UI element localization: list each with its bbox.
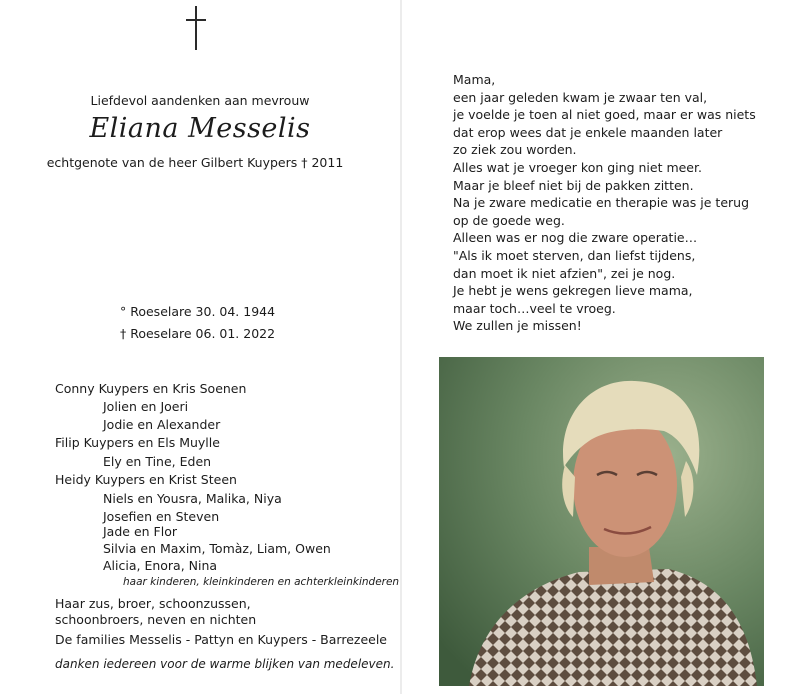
intro-text: Liefdevol aandenken aan mevrouw <box>90 93 310 108</box>
poem-line: Alleen was er nog die zware operatie… <box>453 230 698 246</box>
spouse-text: echtgenote van de heer Gilbert Kuypers † 2011 <box>46 155 344 170</box>
children-note: haar kinderen, kleinkinderen en achterkleinkinderen <box>123 576 400 588</box>
portrait-illustration <box>439 357 764 686</box>
birth-date: ° Roeselare 30. 04. 1944 <box>120 304 276 319</box>
poem-line: "Als ik moet sterven, dan liefst tijdens, <box>453 247 696 263</box>
family-line: Ely en Tine, Eden <box>103 454 212 469</box>
poem-line: je voelde je toen al niet goed, maar er was niets <box>453 107 756 123</box>
family-line: Josefien en Steven <box>103 509 220 524</box>
family-line: Filip Kuypers en Els Muylle <box>55 435 220 450</box>
poem-line: een jaar geleden kwam je zwaar ten val, <box>453 89 708 105</box>
poem-line: maar toch…veel te vroeg. <box>453 300 616 316</box>
poem-line: Je hebt je wens gekregen lieve mama, <box>453 283 693 299</box>
relatives-line: Haar zus, broer, schoonzussen, <box>55 596 251 611</box>
thanks-line: danken iedereen voor de warme blijken van medeleven. <box>55 657 395 671</box>
poem-line: dan moet ik niet afzien", zei je nog. <box>453 265 676 281</box>
relatives-line: schoonbroers, neven en nichten <box>55 612 257 627</box>
families-line: De families Messelis - Pattyn en Kuypers - Barrezeele <box>55 632 387 647</box>
cross-icon <box>195 6 197 50</box>
poem-line: op de goede weg. <box>453 212 565 228</box>
family-line: Heidy Kuypers en Krist Steen <box>55 472 237 487</box>
poem-line: Mama, <box>453 72 496 87</box>
poem-line: zo ziek zou worden. <box>453 142 577 158</box>
family-line: Jolien en Joeri <box>103 399 189 414</box>
portrait-photo <box>439 357 764 686</box>
poem-line: Maar je bleef niet bij de pakken zitten. <box>453 177 694 193</box>
fold-divider <box>400 0 402 694</box>
family-line: Jade en Flor <box>103 524 177 539</box>
death-date: † Roeselare 06. 01. 2022 <box>120 326 276 341</box>
poem-line: dat erop wees dat je enkele maanden later <box>453 124 723 140</box>
poem-line: Alles wat je vroeger kon ging niet meer. <box>453 159 702 175</box>
poem-line: Na je zware medicatie en therapie was je terug <box>453 195 750 211</box>
poem-line: We zullen je missen! <box>453 318 582 334</box>
family-line: Jodie en Alexander <box>103 417 221 432</box>
family-line: Niels en Yousra, Malika, Niya <box>103 491 282 506</box>
deceased-name: Eliana Messelis <box>89 113 311 144</box>
family-line: Silvia en Maxim, Tomàz, Liam, Owen <box>103 541 331 556</box>
family-line: Conny Kuypers en Kris Soenen <box>55 381 247 396</box>
family-line: Alicia, Enora, Nina <box>103 558 218 573</box>
poem <box>453 71 756 335</box>
